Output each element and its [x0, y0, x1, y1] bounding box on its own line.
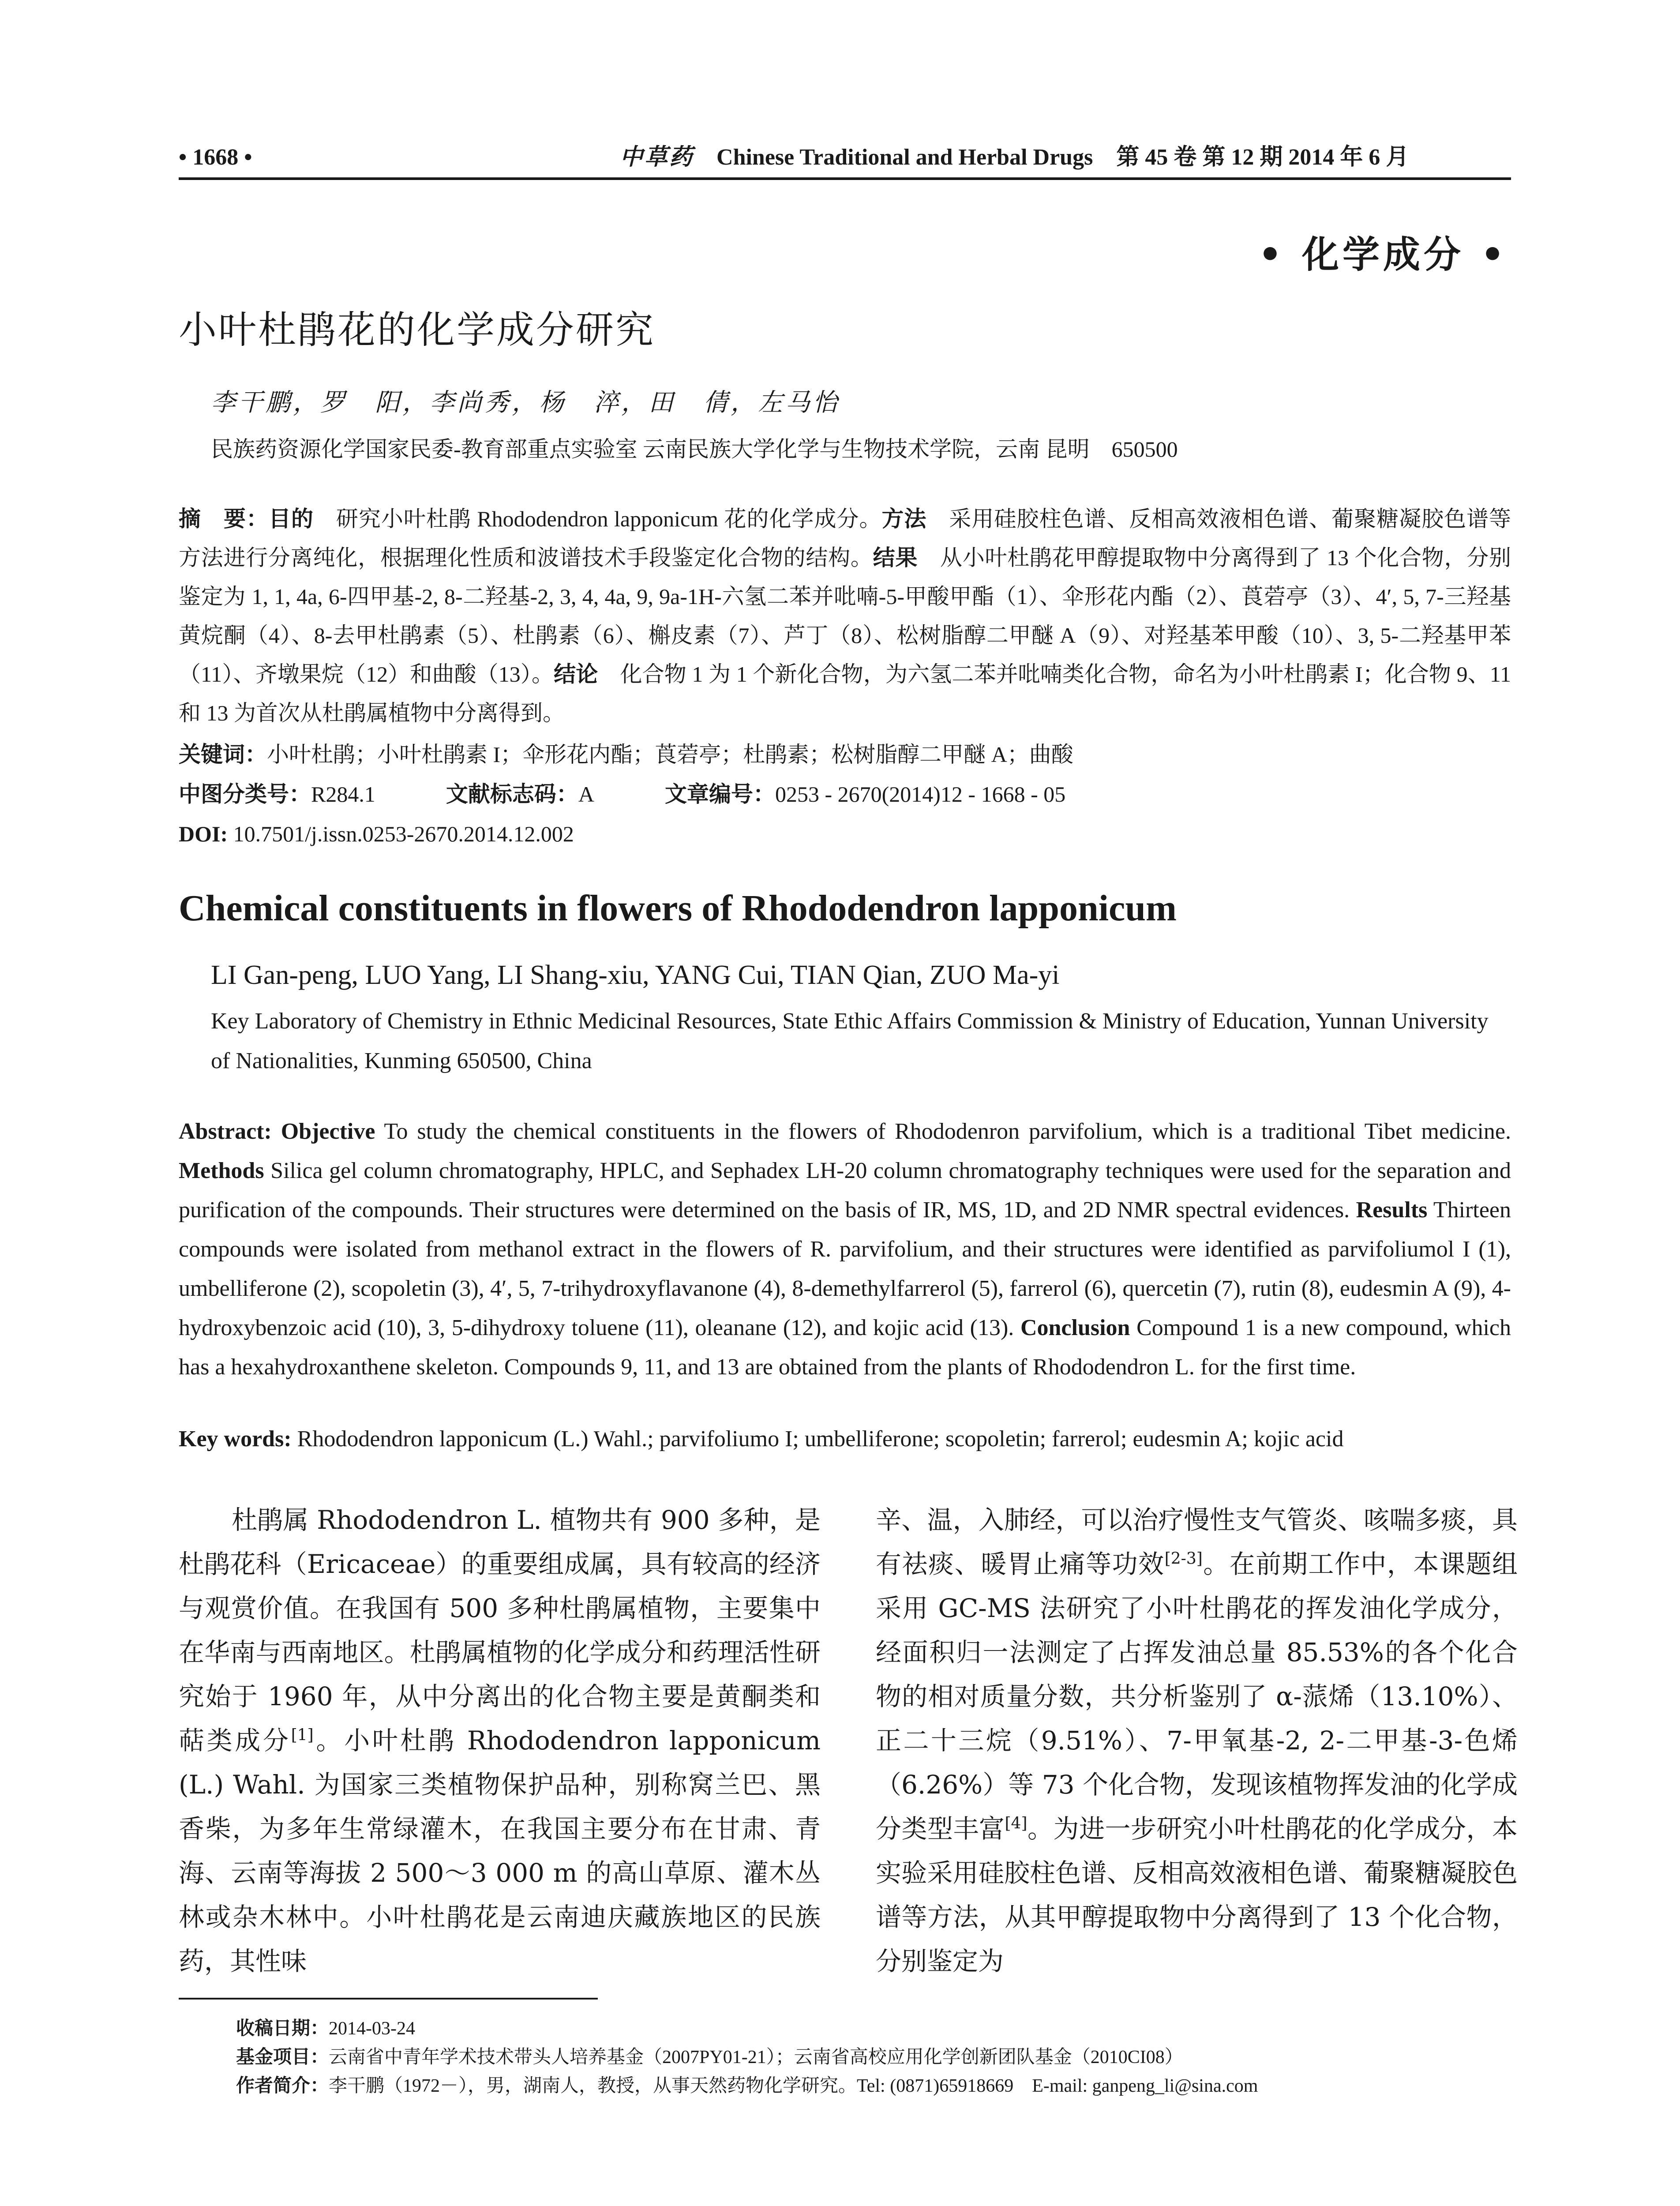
fund-label: 基金项目： — [236, 2046, 329, 2067]
fund-value: 云南省中青年学术技术带头人培养基金（2007PY01-21）；云南省高校应用化学创新团队基金（2010CI08） — [329, 2047, 1183, 2067]
en-abstract-label: Abstract: — [179, 1119, 272, 1144]
received-value: 2014-03-24 — [329, 2018, 415, 2039]
cn-methods-text: 采用硅胶柱色谱、反相高效液相色谱、葡聚糖凝胶色谱等方法进行分离纯化，根据理化性质和波谱技术手段鉴定化合物的结构。 — [179, 506, 1511, 570]
body-right-column — [876, 1498, 1518, 1983]
article-no-value: 0253 - 2670(2014)12 - 1668 - 05 — [775, 782, 1066, 807]
en-affiliation: Key Laboratory of Chemistry in Ethnic Medicinal Resources, State Ethic Affairs Commission & Ministry of Education, Yunnan University of Nationalities, Kunming 650500, China — [211, 1009, 1489, 1073]
running-head — [179, 142, 1511, 180]
en-abstract — [179, 1112, 1511, 1387]
volume-issue: 第 45 卷 第 12 期 2014 年 6 月 — [1116, 145, 1409, 170]
footnote-fund — [236, 2043, 1258, 2071]
cn-abstract-label: 摘 要： — [179, 506, 269, 532]
author-label: 作者简介： — [236, 2075, 329, 2096]
doi-label: DOI: — [179, 822, 228, 846]
cn-results-text: 从小叶杜鹃花甲醇提取物中分离得到了 13 个化合物，分别鉴定为 1, 1, 4a, 6-四甲基-2, 8-二羟基-2, 3, 4, 4a, 9, 9a-1H-六氢二苯并吡喃-5-甲酸甲酯（1）、伞形花内酯（2）、莨菪亭（3）、4′, 5, 7-三羟基黄烷酮（4）、8-去甲杜鹃素（5）、杜鹃素（6）、槲皮素（7）、芦丁（8）、松树脂醇二甲醚 A（9）、对羟基苯甲酸（10）、3, 5-二羟基甲苯（11）、齐墩果烷（12）和曲酸（13）。 — [179, 545, 1511, 687]
cn-objective-label: 目的 — [268, 506, 314, 532]
en-title: Chemical constituents in flowers of Rhododendron lapponicum — [179, 888, 1177, 929]
en-results-label: Results — [1356, 1197, 1428, 1223]
body-right-text-c: 。为进一步研究小叶杜鹃花的化学成分，本实验采用硅胶柱色谱、反相高效液相色谱、葡聚糖凝胶色谱等方法，从其甲醇提取物中分离得到了 13 个化合物，分别鉴定为 — [876, 1814, 1518, 1976]
citation-2-3: [2-3] — [1164, 1549, 1203, 1568]
cn-classification — [179, 777, 1065, 812]
cn-keywords-label: 关键词： — [179, 742, 267, 767]
header-rule — [179, 177, 1511, 180]
cn-objective-text: 研究小叶杜鹃 Rhododendron lapponicum 花的化学成分。 — [313, 506, 882, 531]
body-left-text-cont: 。小叶杜鹃 Rhododendron lapponicum (L.) Wahl. 为国家三类植物保护品种，别称窝兰巴、黑香柴，为多年生常绿灌木，在我国主要分布在甘肃、青海、云南等海拔 2 500～3 000 m 的高山草原、灌木丛林或杂木林中。小叶杜鹃花是云南迪庆藏族地区的民族药，其性味 — [179, 1726, 821, 1976]
section-tag: • 化学成分 • — [1258, 233, 1508, 276]
en-conclusion-text: Compound 1 is a new compound, which has a hexahydroxanthene skeleton. Compounds 9, 11, and 13 are obtained from the plants of Rhododendron L. for the first time. — [179, 1315, 1511, 1380]
en-objective-text: To study the chemical constituents in the flowers of Rhododenron parvifolium, which is a traditional Tibet medicine. — [375, 1119, 1511, 1144]
en-keywords-label: Key words: — [179, 1426, 292, 1452]
footnote-rule — [179, 1998, 598, 2000]
en-methods-label: Methods — [179, 1158, 264, 1183]
cn-authors: 李干鹏，罗 阳，李尚秀，杨 淬，田 倩，左马怡 — [211, 388, 840, 417]
cn-conclusion-label: 结论 — [554, 661, 598, 687]
cn-abstract — [179, 499, 1511, 732]
doi-value: 10.7501/j.issn.0253-2670.2014.12.002 — [233, 822, 574, 846]
cn-affiliation: 民族药资源化学国家民委-教育部重点实验室 云南民族大学化学与生物技术学院，云南 昆明 650500 — [211, 437, 1178, 461]
footnote-author — [236, 2071, 1258, 2100]
body-left-column — [179, 1498, 821, 1983]
cn-keywords — [179, 737, 1073, 772]
citation-4: [4] — [1005, 1814, 1028, 1833]
page-number: • 1668 • — [179, 145, 252, 170]
doc-code-label: 文献标志码： — [446, 781, 578, 807]
article-no-label: 文章编号： — [664, 781, 775, 807]
footnotes — [236, 2014, 1258, 2100]
author-value: 李干鹏（1972－），男，湖南人，教授，从事天然药物化学研究。Tel: (0871)65918669 E-mail: ganpeng_li@sina.com — [329, 2076, 1258, 2096]
body-right-text-b: 。在前期工作中，本课题组采用 GC-MS 法研究了小叶杜鹃花的挥发油化学成分，经面积归一法测定了占挥发油总量 85.53%的各个化合物的相对质量分数，共分析鉴别了 α-蒎烯（13.10%）、正二十三烷（9.51%）、7-甲氧基-2, 2-二甲基-3-色烯（6.26%）等 73 个化合物，发现该植物挥发油的化学成分类型丰富 — [876, 1549, 1518, 1844]
citation-1: [1] — [291, 1726, 314, 1745]
doc-code-value: A — [578, 782, 594, 807]
en-conclusion-label: Conclusion — [1020, 1315, 1130, 1340]
clc-value: R284.1 — [311, 782, 375, 807]
clc-label: 中图分类号： — [179, 781, 311, 807]
doi-line — [179, 816, 574, 852]
body-left-text: 杜鹃属 Rhododendron L. 植物共有 900 多种，是杜鹃花科（Ericaceae）的重要组成属，具有较高的经济与观赏价值。在我国有 500 多种杜鹃属植物，主要集中在华南与西南地区。杜鹃属植物的化学成分和药理活性研究始于 1960 年，从中分离出的化合物主要是黄酮类和萜类成分 — [179, 1505, 821, 1756]
en-keywords — [179, 1426, 1343, 1452]
cn-keywords-text: 小叶杜鹃；小叶杜鹃素 I；伞形花内酯；莨菪亭；杜鹃素；松树脂醇二甲醚 A；曲酸 — [267, 742, 1073, 767]
cn-results-label: 结果 — [873, 545, 918, 570]
cn-methods-label: 方法 — [881, 506, 927, 532]
journal-name-cn: 中草药 — [620, 145, 694, 170]
cn-conclusion-text: 化合物 1 为 1 个新化合物，为六氢二苯并吡喃类化合物，命名为小叶杜鹃素 I；化合物 9、11 和 13 为首次从杜鹃属植物中分离得到。 — [179, 662, 1511, 725]
journal-line — [620, 142, 1409, 173]
footnote-received — [236, 2014, 1258, 2043]
en-objective-label: Objective — [281, 1119, 375, 1144]
en-results-text: Thirteen compounds were isolated from methanol extract in the flowers of R. parvifolium, and their structures were identified as parvifoliumol I (1), umbelliferone (2), scopoletin (3), 4′, 5, 7-trihydroxyflavanone (4), 8-demethylfarrerol (5), farrerol (6), quercetin (7), rutin (8), eudesmin A (9), 4-hydroxybenzoic acid (10), 3, 5-dihydroxy toluene (11), oleanane (12), and kojic acid (13). — [179, 1197, 1511, 1340]
journal-name-en: Chinese Traditional and Herbal Drugs — [716, 145, 1093, 170]
en-authors: LI Gan-peng, LUO Yang, LI Shang-xiu, YANG Cui, TIAN Qian, ZUO Ma-yi — [211, 960, 1060, 990]
cn-title: 小叶杜鹃花的化学成分研究 — [179, 308, 655, 352]
received-label: 收稿日期： — [236, 2017, 329, 2039]
en-keywords-text: Rhododendron lapponicum (L.) Wahl.; parvifoliumo I; umbelliferone; scopoletin; farrerol; eudesmin A; kojic acid — [297, 1426, 1344, 1452]
body-right-text-a: 辛、温，入肺经，可以治疗慢性支气管炎、咳喘多痰，具有祛痰、暖胃止痛等功效 — [876, 1505, 1518, 1579]
en-methods-text: Silica gel column chromatography, HPLC, and Sephadex LH-20 column chromatography techniques were used for the separation and purification of the compounds. Their structures were determined on the basis of IR, MS, 1D, and 2D NMR spectral evidences. — [179, 1158, 1511, 1223]
